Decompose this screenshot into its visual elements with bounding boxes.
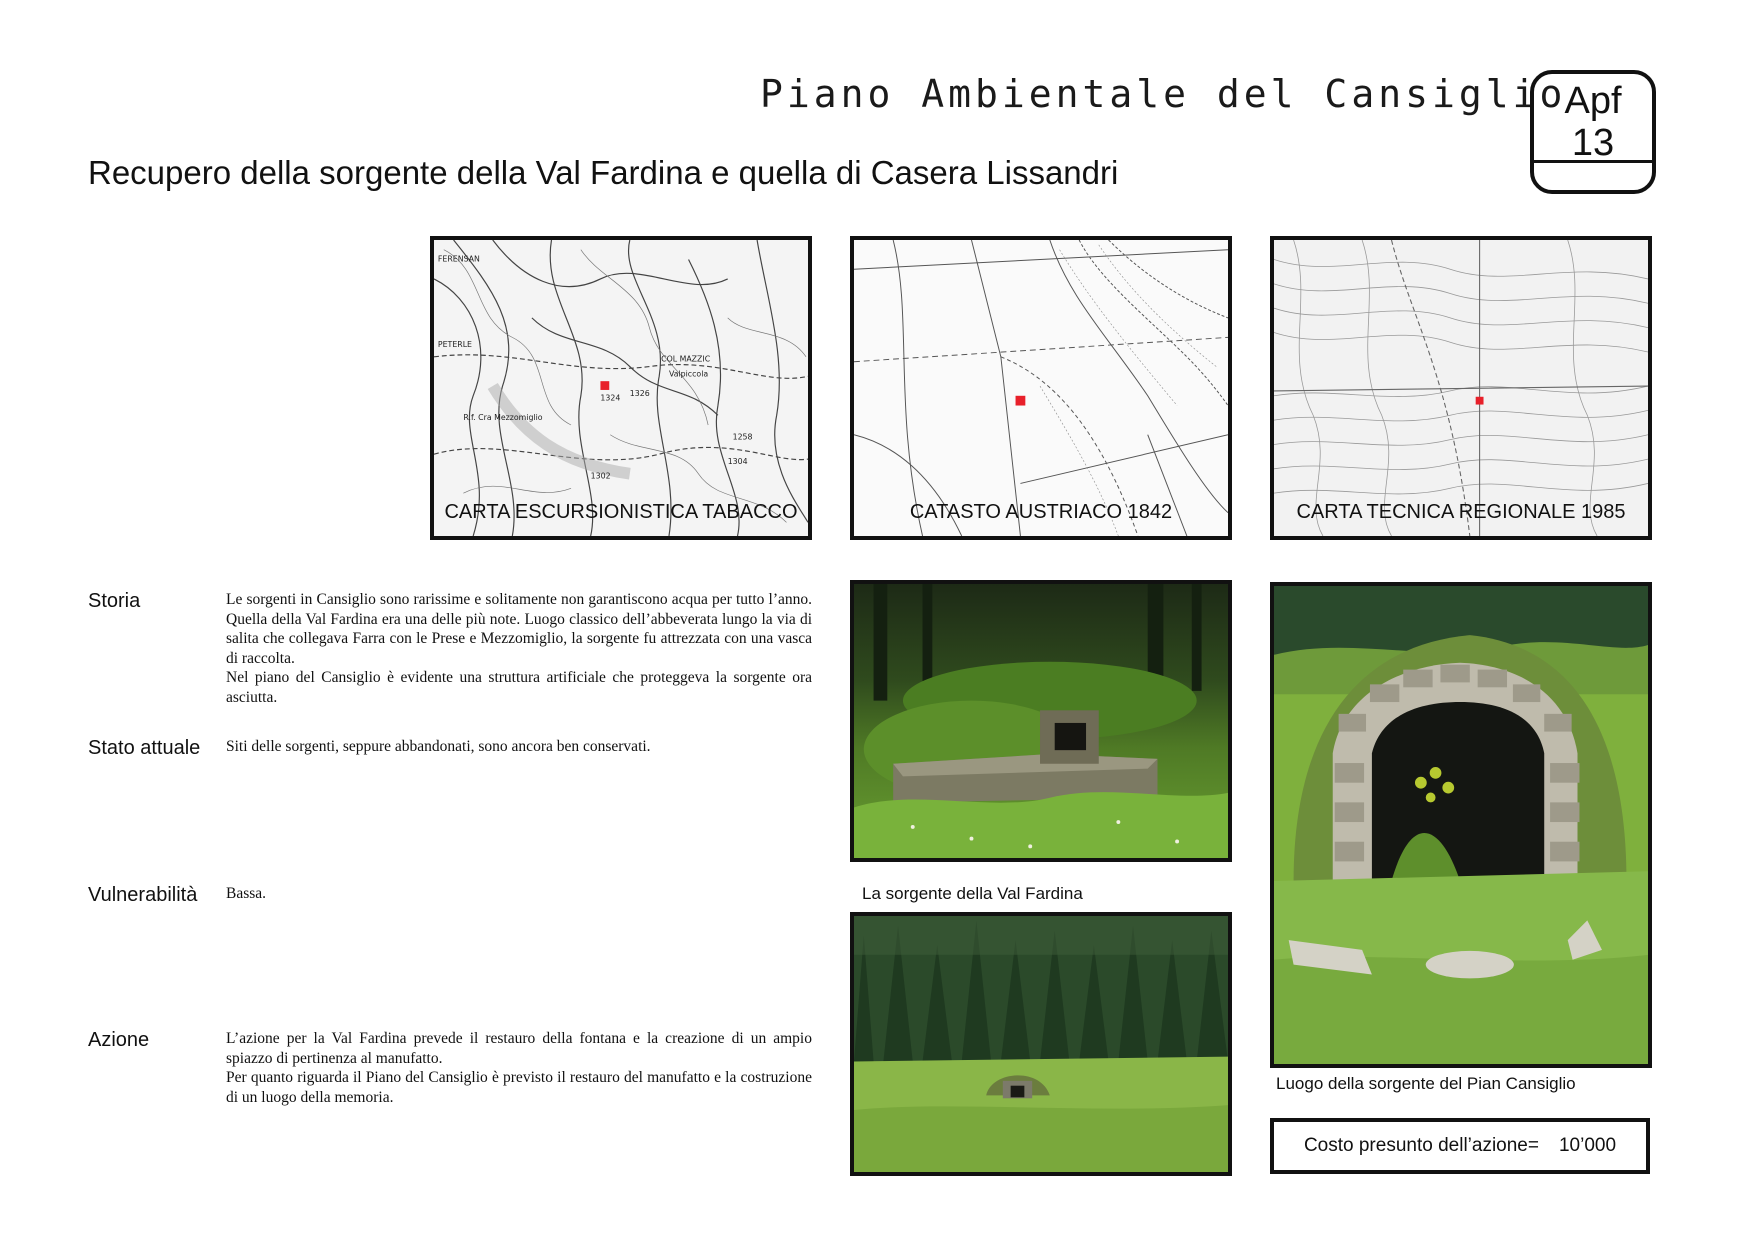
document-code-line1: Apf — [1564, 80, 1622, 122]
document-header-title: Piano Ambientale del Cansiglio — [760, 72, 1567, 116]
photo-caption-val-fardina: La sorgente della Val Fardina — [862, 884, 1083, 903]
map-caption: CARTA TECNICA REGIONALE 1985 — [1296, 501, 1626, 523]
map-label: PETERLE — [437, 340, 473, 350]
location-marker — [600, 381, 609, 390]
photo-meadow-image — [854, 916, 1228, 1172]
map-label: R.f. Cra Mezzomiglio — [463, 413, 543, 423]
map-label: 1302 — [590, 471, 611, 481]
cost-value: 10’000 — [1558, 1135, 1617, 1156]
cost-box — [1270, 1118, 1650, 1174]
photo-pian-cansiglio-image — [1274, 586, 1648, 1064]
page-title: Recupero della sorgente della Val Fardina e quella di Casera Lissandri — [88, 154, 1119, 191]
map-label: 1324 — [600, 393, 621, 403]
section-label-storia: Storia — [88, 590, 141, 612]
map-catasto — [850, 236, 1232, 540]
map-tabacco — [430, 236, 812, 540]
map-label: 1304 — [727, 456, 748, 466]
map-ctr — [1270, 236, 1652, 540]
section-text-vulnerabilita: Bassa. — [226, 885, 267, 902]
map-caption: CARTA ESCURSIONISTICA TABACCO — [444, 501, 798, 523]
map-label: Valpiccola — [668, 369, 709, 379]
map-catasto-drawing — [854, 240, 1228, 536]
photo-meadow — [850, 912, 1232, 1176]
map-caption: CATASTO AUSTRIACO 1842 — [909, 501, 1173, 523]
section-label-azione: Azione — [88, 1029, 150, 1051]
photo-val-fardina — [850, 580, 1232, 862]
section-text-azione: L’azione per la Val Fardina prevede il restauro della fontana e la creazione di un ampio spiazzo di pertinenza al manufatto. Per quanto riguarda il Piano del Cansiglio è previsto il restauro del manufatto e la costruzione di un luogo della memoria. — [226, 1030, 812, 1106]
document-code-line2: 13 — [1571, 122, 1615, 164]
map-label: 1258 — [732, 432, 753, 442]
location-marker — [1476, 397, 1484, 405]
document-code — [1534, 80, 1652, 164]
map-ctr-drawing — [1274, 240, 1648, 536]
map-label: FERENSAN — [437, 254, 480, 264]
map-label: 1326 — [629, 388, 650, 398]
photo-caption-pian-cansiglio: Luogo della sorgente del Pian Cansiglio — [1276, 1074, 1576, 1093]
section-text-storia: Le sorgenti in Cansiglio sono rarissime e solitamente non garantiscono acqua per tutto l’anno. Quella della Val Fardina era una delle più note. Luogo classico dell’abbeverata lungo la via di salita che collegava Farra con le Prese e Mezzomiglio, la sorgente fu attrezzata con una vasca di raccolta. Nel piano del Cansiglio è evidente una struttura artificiale che proteggeva la sorgente ora asciutta. — [226, 591, 812, 706]
location-marker — [1016, 396, 1026, 406]
section-text-stato-attuale: Siti delle sorgenti, seppure abbandonati, sono ancora ben conservati. — [226, 738, 651, 755]
document-code-box — [1530, 70, 1656, 194]
section-label-stato-attuale: Stato attuale — [88, 737, 201, 759]
cost-label: Costo presunto dell’azione= — [1303, 1135, 1539, 1156]
photo-val-fardina-image — [854, 584, 1228, 858]
map-label: COL MAZZIC — [661, 354, 711, 364]
code-box-divider — [1534, 160, 1652, 163]
map-tabacco-drawing — [434, 240, 808, 536]
section-label-vulnerabilita: Vulnerabilità — [88, 884, 198, 906]
photo-pian-cansiglio — [1270, 582, 1652, 1068]
